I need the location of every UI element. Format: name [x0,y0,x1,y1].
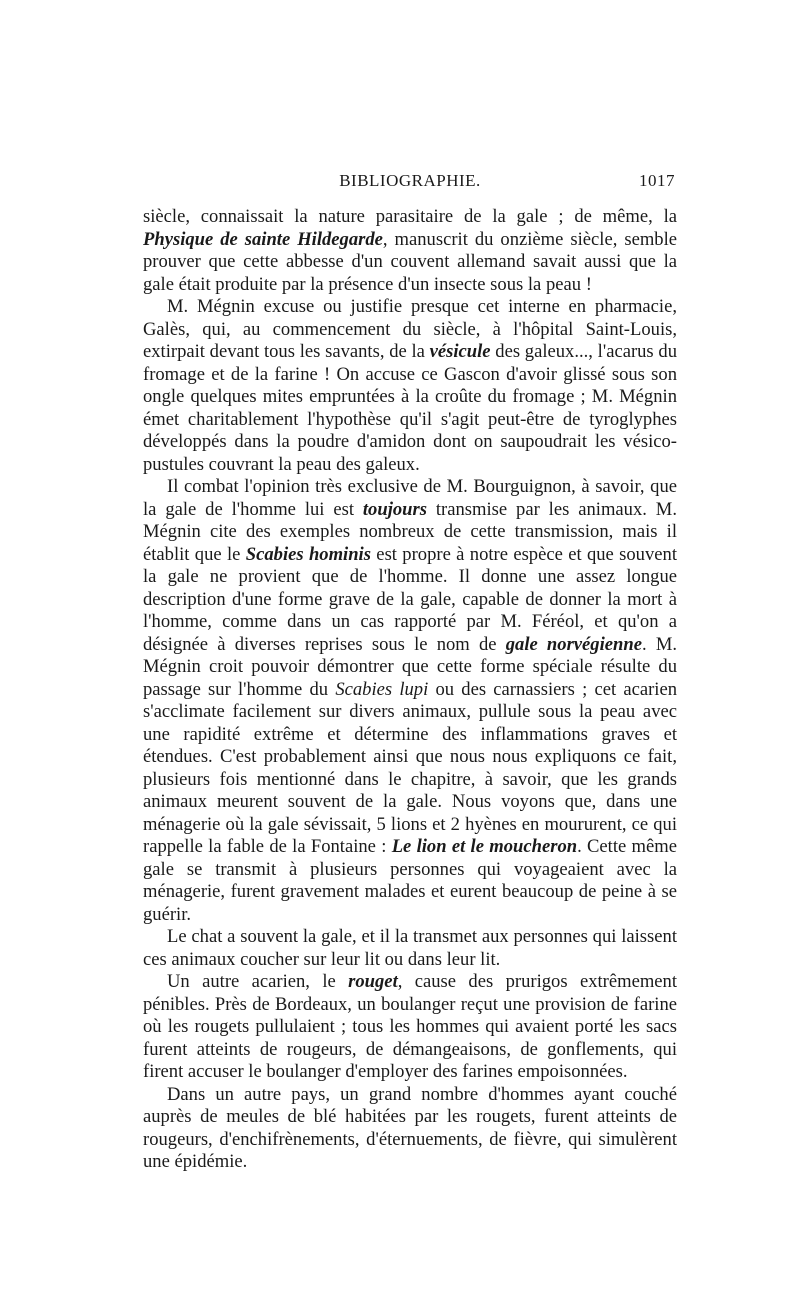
text-run: Un autre acarien, le [167,971,349,992]
paragraph-5 [143,971,677,1084]
text-run: . M. Mégnin croit pouvoir démontrer que cette forme spéciale résulte du passage sur l'homme du [143,633,677,700]
italic-term: Le lion et le moucheron [391,836,578,857]
italic-term: Scabies lupi [335,678,429,700]
italic-term: toujours [362,498,427,520]
italic-term: Scabies hominis [245,543,371,565]
italic-term: Physique de sainte Hildegarde [143,228,383,250]
paragraph-3 [143,476,677,926]
text-run: M. Mégnin excuse ou justifie presque cet interne en pharmacie, Galès, qui, au commencement du siècle, à l'hôpital Saint-Louis, extirpait devant tous les savants, de la [143,296,677,362]
text-run: transmise par les animaux. M. Mégnin cite des exemples nombreux de cette transmission, mais il établit que le [143,498,677,565]
italic-term: gale norvégienne [505,633,642,655]
body-text [143,206,677,1174]
text-run: siècle, connaissait la nature parasitaire de la gale ; de même, la [143,206,677,227]
text-run: Le chat a souvent la gale, et il la transmet aux personnes qui laissent ces animaux coucher sur leur lit ou dans leur lit. [143,926,677,970]
text-run: Il combat l'opinion très exclusive de M. Bourguignon, à savoir, que la gale de l'homme lui est [143,476,677,520]
page-header [143,171,677,197]
text-run: Dans un autre pays, un grand nombre d'hommes ayant couché auprès de meules de blé habitées par les rougets, furent atteints de rougeurs, d'enchifrènements, d'éternuements, de fièvre, qui simulèrent une épidémie. [143,1083,677,1172]
paragraph-1 [143,206,677,296]
running-title: BIBLIOGRAPHIE. [339,171,481,190]
text-run: , cause des prurigos extrêmement pénibles. Près de Bordeaux, un boulanger reçut une provision de farine où les rougets pullulaient ; tous les hommes qui avaient porté les sacs furent atteints de rougeurs, de démangeaisons, de gonflements, qui firent accuser le boulanger d'employer des farines empoisonnées. [143,971,677,1082]
page-number: 1017 [639,171,675,190]
paragraph-2 [143,296,677,476]
text-run: des galeux..., l'acarus du fromage et de la farine ! On accuse ce Gascon d'avoir glissé sous son ongle quelques mites empruntées à la croûte du fromage ; M. Mégnin émet charitablement l'hypothèse qu'il s'agit peut-être de tyroglyphes développés dans la poudre d'amidon dont on saupoudrait les vésico-pustules couvrant la peau des galeux. [143,341,677,475]
text-run: , manuscrit du onzième siècle, semble prouver que cette abbesse d'un couvent allemand savait aussi que la gale était produite par la présence d'un insecte sous la peau ! [143,228,678,295]
text-run: est propre à notre espèce et que souvent la gale ne provient que de l'homme. Il donne une assez longue description d'une forme grave de la gale, capable de donner la mort à l'homme, comme dans un cas rapporté par M. Féréol, et qu'on a désignée à diverses reprises sous le nom de [143,543,677,655]
paragraph-4 [143,926,677,971]
text-run: . Cette même gale se transmit à plusieurs personnes qui voyageaient avec la ménagerie, furent gravement malades et eurent beaucoup de peine à se guérir. [143,836,677,925]
italic-term: rouget [348,971,398,992]
text-run: ou des carnassiers ; cet acarien s'acclimate facilement sur divers animaux, pullule sous la peau avec une rapidité extrême et détermine des inflammations graves et étendues. C'est probablement ainsi que nous nous expliquons ce fait, plusieurs fois mentionné dans le chapitre, à savoir, que les grands animaux meurent souvent de la gale. Nous voyons que, dans une ménagerie où la gale sévissait, 5 lions et 2 hyènes en moururent, ce qui rappelle la fable de la Fontaine : [143,678,678,857]
paragraph-6 [143,1084,677,1174]
italic-term: vésicule [429,341,491,362]
